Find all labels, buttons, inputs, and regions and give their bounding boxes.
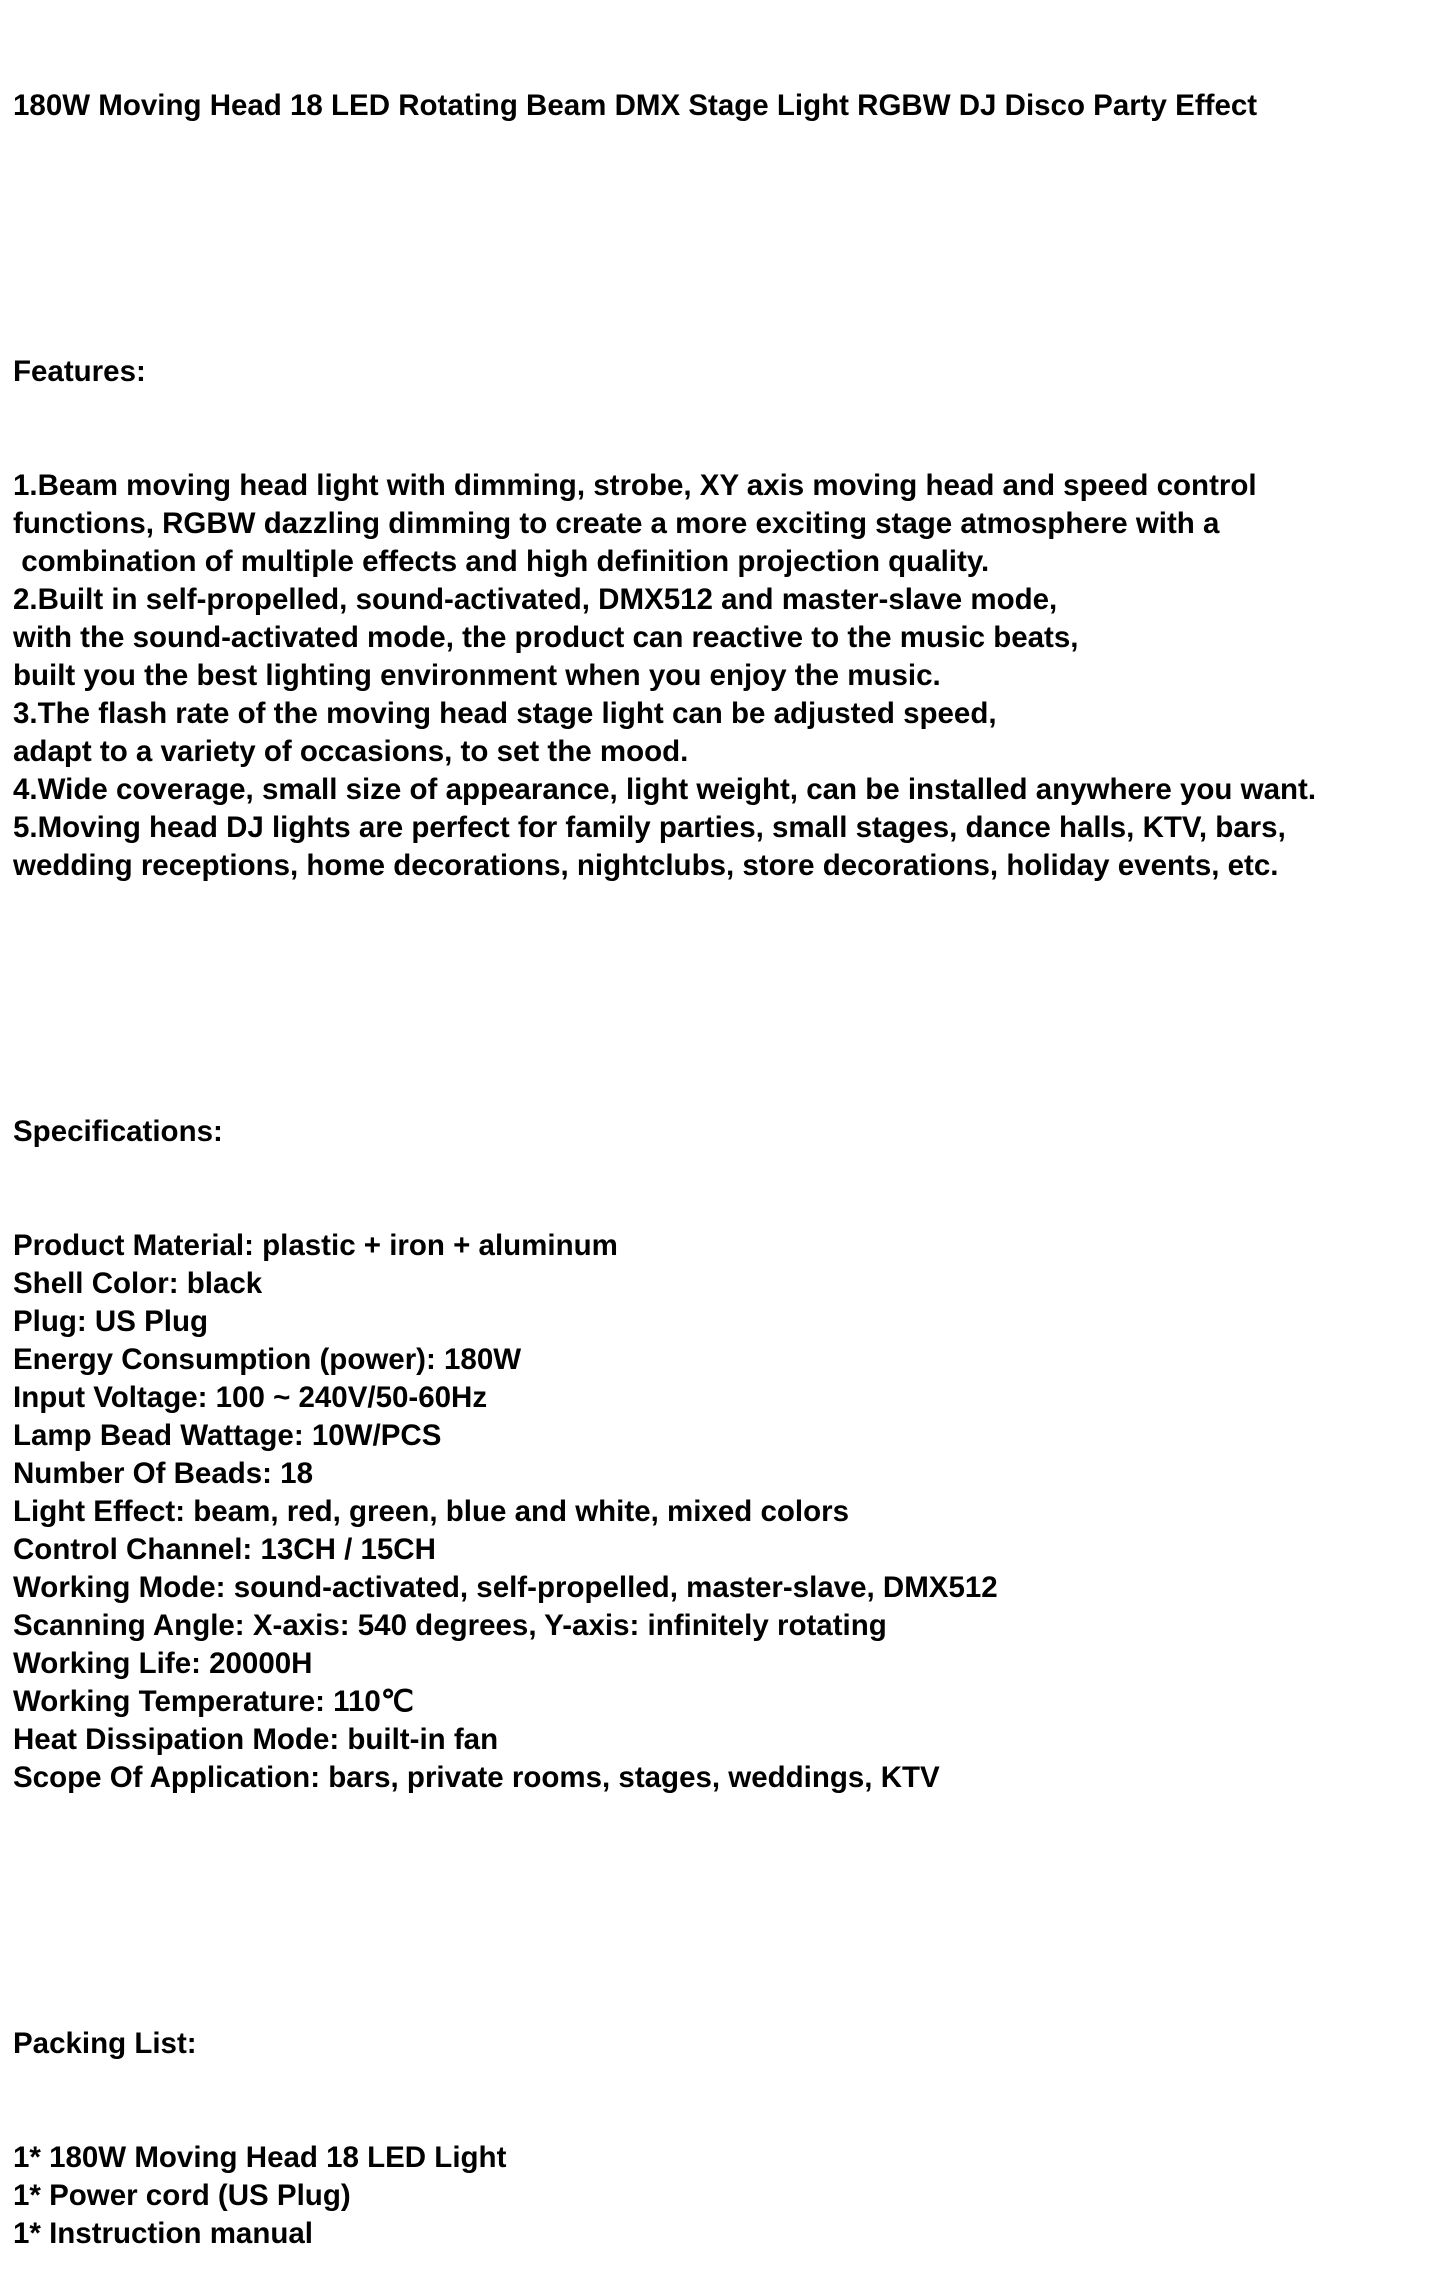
specifications-heading: Specifications:	[13, 1115, 223, 1148]
features-list	[13, 467, 1316, 885]
spec-line: Plug: US Plug	[13, 1305, 209, 1338]
feature-line: with the sound-activated mode, the product can reactive to the music beats,	[13, 621, 1079, 654]
feature-line: wedding receptions, home decorations, nightclubs, store decorations, holiday events, etc.	[13, 849, 1279, 882]
spec-line: Number Of Beads: 18	[13, 1457, 313, 1490]
packing-item: 1* Instruction manual	[13, 2217, 313, 2250]
packing-list	[13, 2139, 1316, 2253]
feature-line: built you the best lighting environment when you enjoy the music.	[13, 659, 941, 692]
packing-list-heading: Packing List:	[13, 2027, 197, 2060]
spec-line: Control Channel: 13CH / 15CH	[13, 1533, 436, 1566]
spec-line: Heat Dissipation Mode: built-in fan	[13, 1723, 499, 1756]
specifications-list	[13, 1227, 1316, 1797]
spec-line: Energy Consumption (power): 180W	[13, 1343, 522, 1376]
feature-line: 4.Wide coverage, small size of appearance, light weight, can be installed anywhere you want.	[13, 773, 1317, 806]
feature-line: combination of multiple effects and high definition projection quality.	[13, 545, 990, 578]
spec-line: Product Material: plastic + iron + aluminum	[13, 1229, 618, 1262]
product-title: 180W Moving Head 18 LED Rotating Beam DMX Stage Light RGBW DJ Disco Party Effect	[13, 89, 1258, 122]
spec-line: Working Mode: sound-activated, self-propelled, master-slave, DMX512	[13, 1571, 998, 1604]
feature-line: 2.Built in self-propelled, sound-activated, DMX512 and master-slave mode,	[13, 583, 1058, 616]
spacer	[13, 961, 1316, 999]
feature-line: adapt to a variety of occasions, to set the mood.	[13, 735, 689, 768]
product-description	[13, 11, 1316, 2291]
packing-item: 1* 180W Moving Head 18 LED Light	[13, 2141, 507, 2174]
spec-line: Working Life: 20000H	[13, 1647, 313, 1680]
packing-item: 1* Power cord (US Plug)	[13, 2179, 351, 2212]
features-heading: Features:	[13, 355, 146, 388]
feature-line: 1.Beam moving head light with dimming, strobe, XY axis moving head and speed control	[13, 469, 1257, 502]
feature-line: functions, RGBW dazzling dimming to create a more exciting stage atmosphere with a	[13, 507, 1220, 540]
spacer	[13, 1873, 1316, 1911]
spec-line: Scope Of Application: bars, private rooms, stages, weddings, KTV	[13, 1761, 940, 1794]
spacer	[13, 201, 1316, 239]
spec-line: Lamp Bead Wattage: 10W/PCS	[13, 1419, 442, 1452]
spec-line: Input Voltage: 100 ~ 240V/50-60Hz	[13, 1381, 488, 1414]
feature-line: 5.Moving head DJ lights are perfect for family parties, small stages, dance halls, KTV, bars,	[13, 811, 1286, 844]
spec-line: Scanning Angle: X-axis: 540 degrees, Y-axis: infinitely rotating	[13, 1609, 887, 1642]
spec-line: Light Effect: beam, red, green, blue and white, mixed colors	[13, 1495, 849, 1528]
feature-line: 3.The flash rate of the moving head stage light can be adjusted speed,	[13, 697, 997, 730]
spec-line: Shell Color: black	[13, 1267, 263, 1300]
spec-line: Working Temperature: 110℃	[13, 1685, 414, 1718]
